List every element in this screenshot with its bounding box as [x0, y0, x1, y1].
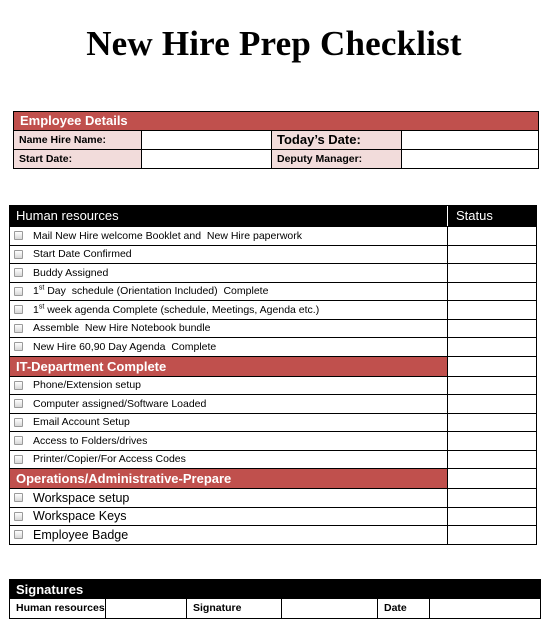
signatures-header: Signatures — [10, 580, 540, 599]
checkbox-icon[interactable] — [14, 493, 23, 502]
item-text: Computer assigned/Software Loaded — [33, 397, 207, 410]
checkbox-icon[interactable] — [14, 512, 23, 521]
item-text: Day schedule (Orientation Included) Complete — [44, 285, 269, 298]
it-section-status — [448, 357, 536, 376]
ops-item — [10, 525, 536, 544]
it-item-cell — [10, 432, 448, 450]
item-text: Printer/Copier/For Access Codes — [33, 453, 186, 466]
sig-signature-label: Signature — [187, 599, 282, 618]
checklist-table — [9, 205, 537, 545]
checkbox-icon[interactable] — [14, 305, 23, 314]
status-column-header: Status — [456, 208, 493, 223]
it-item — [10, 376, 536, 395]
checklist-header — [10, 206, 536, 226]
checkbox-icon[interactable] — [14, 418, 23, 427]
status-cell[interactable] — [448, 246, 536, 264]
checkbox-icon[interactable] — [14, 399, 23, 408]
it-item-label — [33, 398, 206, 410]
hr-item — [10, 245, 536, 264]
checkbox-icon[interactable] — [14, 436, 23, 445]
status-cell[interactable] — [448, 227, 536, 245]
it-section-label: IT-Department Complete — [10, 357, 448, 376]
item-text: Mail New Hire welcome Booklet and New Hire paperwork — [33, 229, 303, 242]
sig-date-field[interactable] — [430, 599, 540, 618]
checkbox-icon[interactable] — [14, 381, 23, 390]
status-cell[interactable] — [448, 301, 536, 319]
item-text: Access to Folders/drives — [33, 434, 148, 447]
item-text: Buddy Assigned — [33, 266, 109, 279]
ordinal-suffix: st — [38, 284, 45, 292]
hr-item-label — [33, 304, 319, 316]
status-cell[interactable] — [448, 414, 536, 432]
it-item-label — [33, 379, 141, 391]
ops-section-status — [448, 469, 536, 488]
status-cell[interactable] — [448, 489, 536, 507]
deputy-manager-label: Deputy Manager: — [272, 150, 402, 168]
hr-item-label — [33, 230, 302, 242]
ops-item-cell — [10, 508, 448, 526]
sig-signature-field[interactable] — [282, 599, 378, 618]
signatures-row — [10, 599, 540, 618]
item-text: Email Account Setup — [33, 416, 130, 429]
checkbox-icon[interactable] — [14, 231, 23, 240]
hr-item-label — [33, 267, 108, 279]
start-date-field[interactable] — [142, 150, 272, 168]
ops-item-label — [33, 528, 128, 542]
status-cell[interactable] — [448, 283, 536, 301]
status-cell[interactable] — [448, 432, 536, 450]
hr-item — [10, 337, 536, 356]
item-text: Phone/Extension setup — [33, 379, 141, 392]
employee-row-1 — [14, 131, 538, 150]
it-section-header — [10, 356, 536, 376]
employee-details-section — [13, 111, 539, 169]
employee-details-header: Employee Details — [14, 112, 538, 131]
sig-hr-label: Human resources — [10, 599, 106, 618]
sig-date-label: Date — [378, 599, 430, 618]
checkbox-icon[interactable] — [14, 455, 23, 464]
hr-item-label — [33, 248, 132, 260]
it-item-cell — [10, 414, 448, 432]
todays-date-field[interactable] — [402, 131, 538, 149]
item-text: Workspace Keys — [33, 509, 127, 524]
it-item — [10, 394, 536, 413]
status-cell[interactable] — [448, 526, 536, 544]
checkbox-icon[interactable] — [14, 342, 23, 351]
it-item — [10, 450, 536, 469]
item-text: Employee Badge — [33, 527, 129, 542]
hr-item-cell — [10, 264, 448, 282]
hr-item-label — [33, 341, 216, 353]
it-item-label — [33, 416, 130, 428]
hr-item — [10, 226, 536, 245]
status-cell[interactable] — [448, 264, 536, 282]
signatures-section — [9, 579, 541, 619]
todays-date-label: Today’s Date: — [272, 131, 402, 149]
hr-item-cell — [10, 338, 448, 356]
status-cell[interactable] — [448, 451, 536, 469]
ops-item — [10, 488, 536, 507]
sig-hr-field[interactable] — [106, 599, 187, 618]
it-item-cell — [10, 377, 448, 395]
hr-item-label — [33, 285, 268, 297]
ops-section-header — [10, 468, 536, 488]
hr-item — [10, 263, 536, 282]
it-item — [10, 413, 536, 432]
status-cell[interactable] — [448, 508, 536, 526]
it-item-cell — [10, 451, 448, 469]
hr-item-cell — [10, 227, 448, 245]
status-cell[interactable] — [448, 395, 536, 413]
it-item-label — [33, 453, 186, 465]
hr-item-cell — [10, 301, 448, 319]
item-text: Workspace setup — [33, 490, 130, 505]
hr-item — [10, 282, 536, 301]
ops-section-label: Operations/Administrative-Prepare — [10, 469, 448, 488]
item-text: Start Date Confirmed — [33, 248, 132, 261]
ordinal-number: 1 — [33, 285, 39, 298]
hr-column-header: Human resources — [10, 206, 448, 226]
hr-item-cell — [10, 283, 448, 301]
name-label: Name Hire Name: — [14, 131, 142, 149]
ops-item-cell — [10, 526, 448, 544]
ops-item-cell — [10, 489, 448, 507]
item-text: week agenda Complete (schedule, Meetings, Agenda etc.) — [44, 303, 320, 316]
name-field[interactable] — [142, 131, 272, 149]
ops-item-label — [33, 509, 127, 523]
status-cell[interactable] — [448, 338, 536, 356]
hr-item — [10, 300, 536, 319]
checkbox-icon[interactable] — [14, 287, 23, 296]
hr-item-cell — [10, 320, 448, 338]
employee-row-2 — [14, 150, 538, 168]
hr-item — [10, 319, 536, 338]
status-cell[interactable] — [448, 320, 536, 338]
item-text: Assemble New Hire Notebook bundle — [33, 322, 211, 335]
page-title: New Hire Prep Checklist — [86, 24, 462, 63]
checkbox-icon[interactable] — [14, 324, 23, 333]
ops-item-label — [33, 491, 129, 505]
ordinal-number: 1 — [33, 303, 39, 316]
item-text: New Hire 60,90 Day Agenda Complete — [33, 340, 217, 353]
status-cell[interactable] — [448, 377, 536, 395]
checkbox-icon[interactable] — [14, 250, 23, 259]
checkbox-icon[interactable] — [14, 268, 23, 277]
it-item-label — [33, 435, 147, 447]
ordinal-suffix: st — [38, 303, 45, 311]
deputy-manager-field[interactable] — [402, 150, 538, 168]
checkbox-icon[interactable] — [14, 530, 23, 539]
it-item — [10, 431, 536, 450]
start-date-label: Start Date: — [14, 150, 142, 168]
it-item-cell — [10, 395, 448, 413]
ops-item — [10, 507, 536, 526]
hr-item-label — [33, 322, 210, 334]
hr-item-cell — [10, 246, 448, 264]
